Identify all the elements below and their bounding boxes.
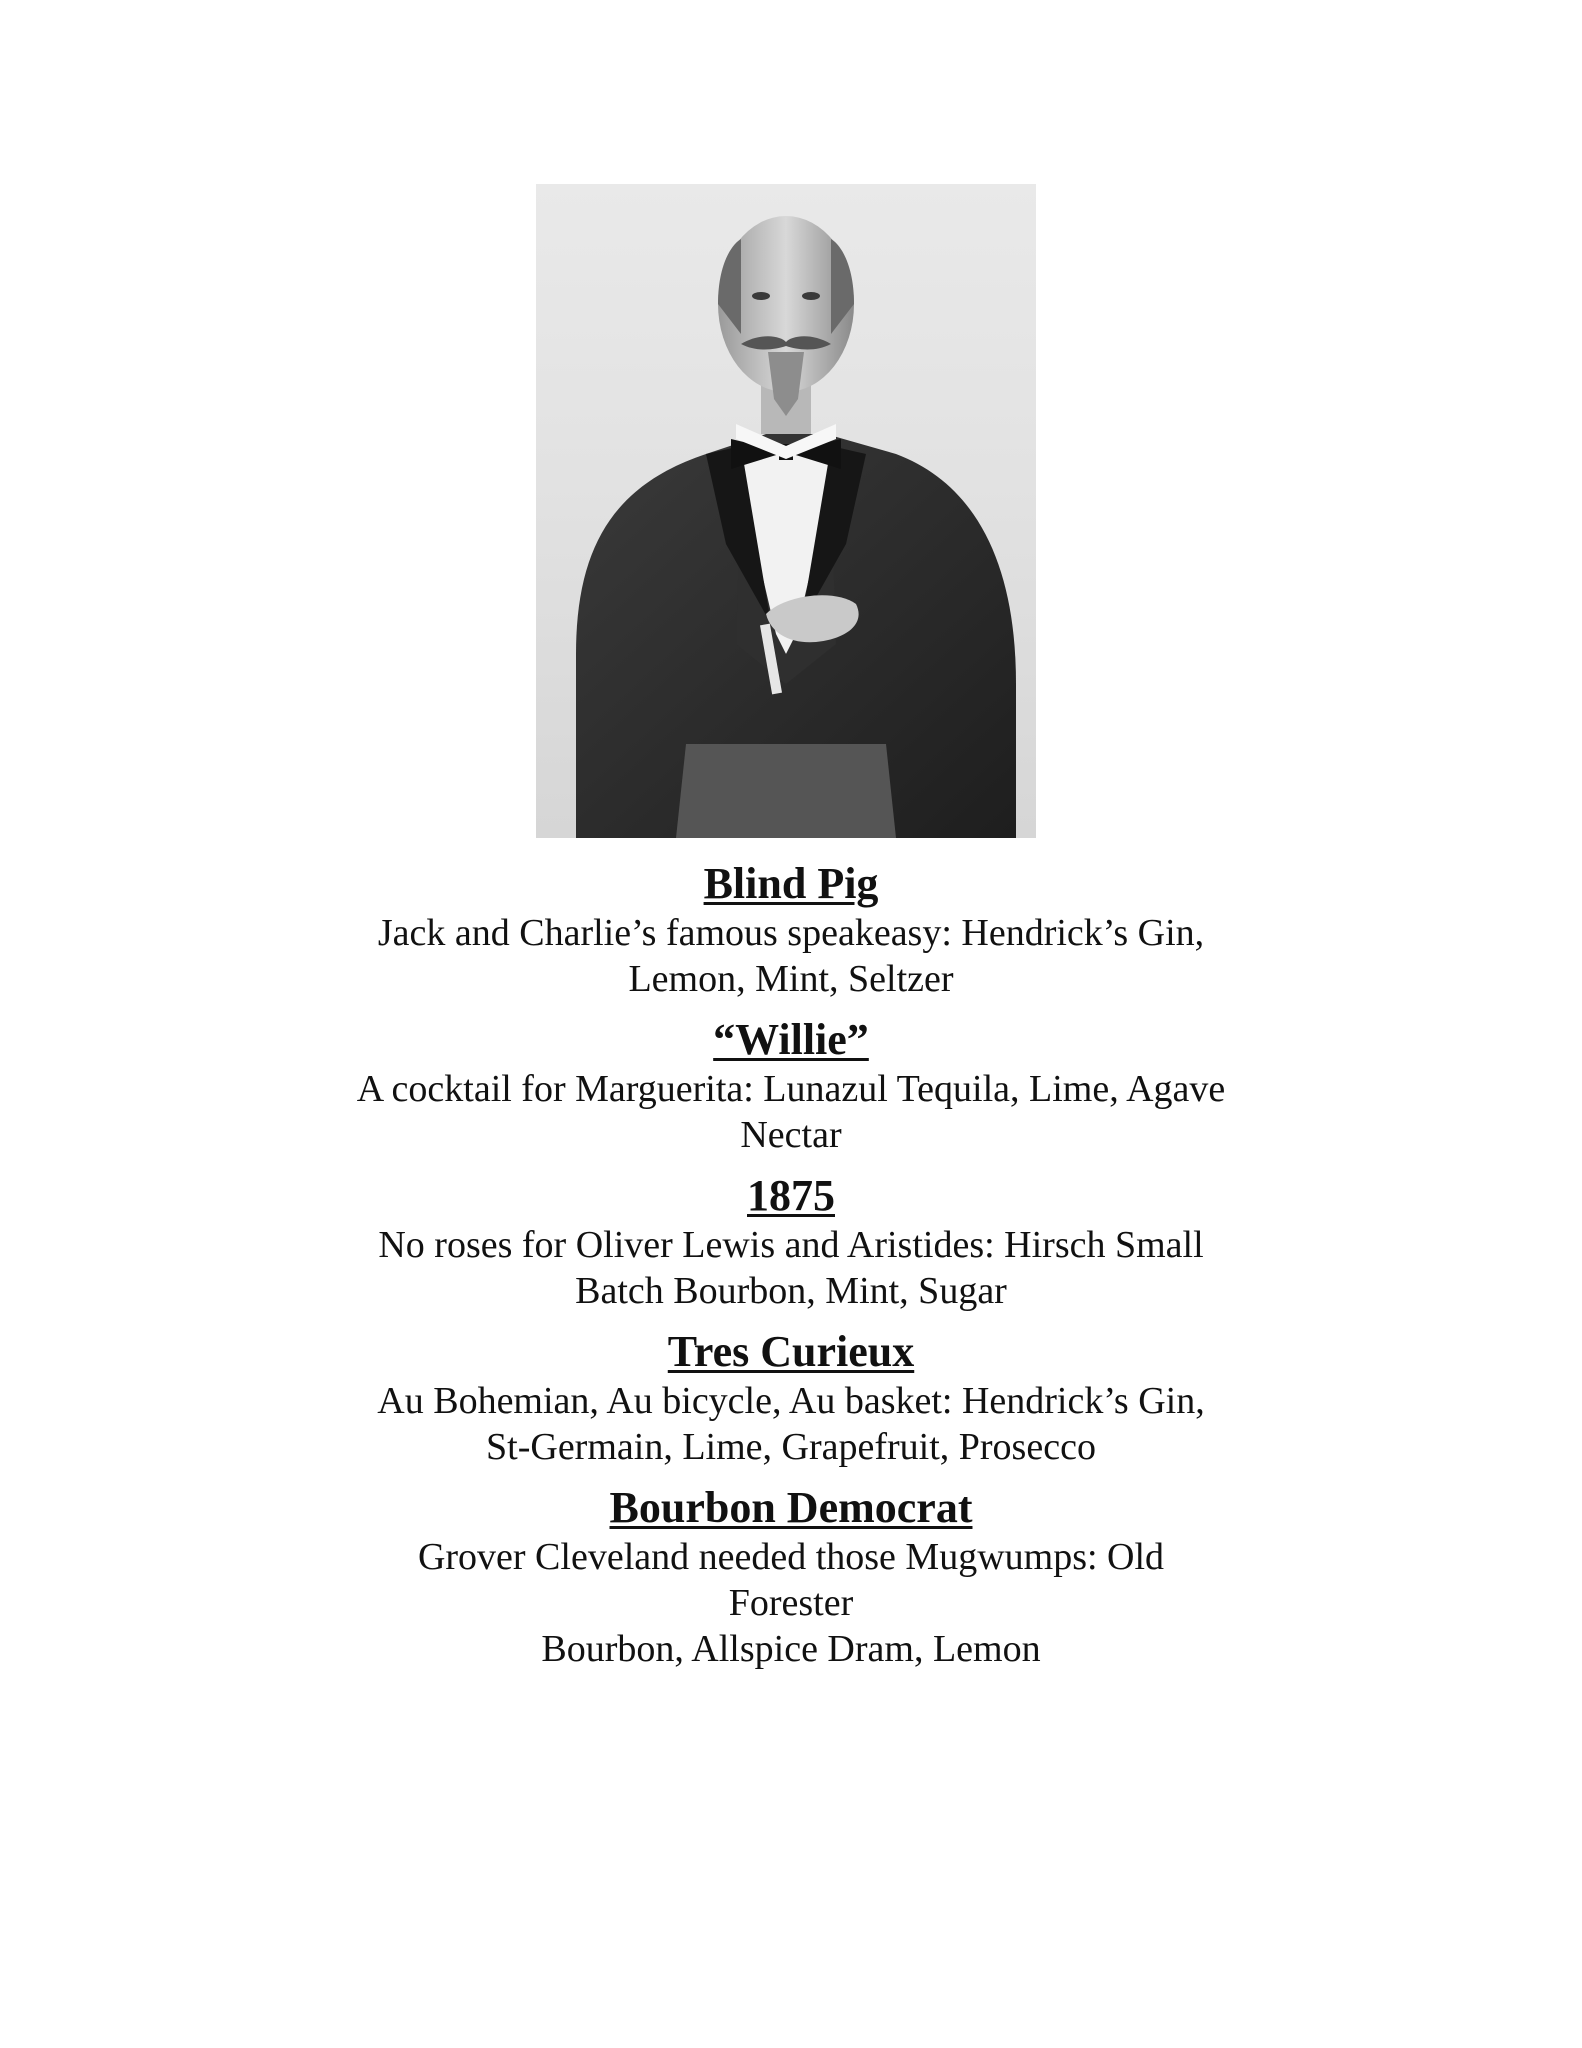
description-line: Forester — [728, 1582, 854, 1624]
cocktail-menu — [241, 858, 1341, 1684]
menu-item-description — [241, 1066, 1341, 1158]
description-line: St-Germain, Lime, Grapefruit, Prosecco — [486, 1426, 1096, 1468]
description-line: Nectar — [740, 1114, 842, 1156]
portrait-photo — [536, 184, 1036, 838]
menu-item-willie — [241, 1014, 1341, 1158]
description-line: Grover Cleveland needed those Mugwumps: Old — [417, 1536, 1165, 1578]
menu-item-title: 1875 — [747, 1171, 835, 1220]
menu-item-bourbon-democrat — [241, 1482, 1341, 1672]
menu-item-title: “Willie” — [713, 1015, 869, 1064]
description-line: Lemon, Mint, Seltzer — [628, 958, 954, 1000]
description-line: Au Bohemian, Au bicycle, Au basket: Hendrick’s Gin, — [377, 1380, 1205, 1422]
menu-item-title: Bourbon Democrat — [609, 1483, 973, 1532]
menu-item-description — [241, 1222, 1341, 1314]
description-line: Jack and Charlie’s famous speakeasy: Hendrick’s Gin, — [377, 912, 1205, 954]
menu-item-tres-curieux — [241, 1326, 1341, 1470]
portrait-illustration — [536, 184, 1036, 838]
menu-item-1875 — [241, 1170, 1341, 1314]
menu-item-description — [241, 1534, 1341, 1672]
description-line: No roses for Oliver Lewis and Aristides: Hirsch Small — [378, 1224, 1204, 1266]
description-line: Batch Bourbon, Mint, Sugar — [575, 1270, 1007, 1312]
description-line: A cocktail for Marguerita: Lunazul Tequila, Lime, Agave — [356, 1068, 1226, 1110]
menu-item-title: Blind Pig — [703, 859, 879, 908]
menu-item-blind-pig — [241, 858, 1341, 1002]
menu-item-title: Tres Curieux — [667, 1327, 915, 1376]
menu-item-description — [241, 910, 1341, 1002]
description-line: Bourbon, Allspice Dram, Lemon — [541, 1628, 1041, 1670]
menu-item-description — [241, 1378, 1341, 1470]
